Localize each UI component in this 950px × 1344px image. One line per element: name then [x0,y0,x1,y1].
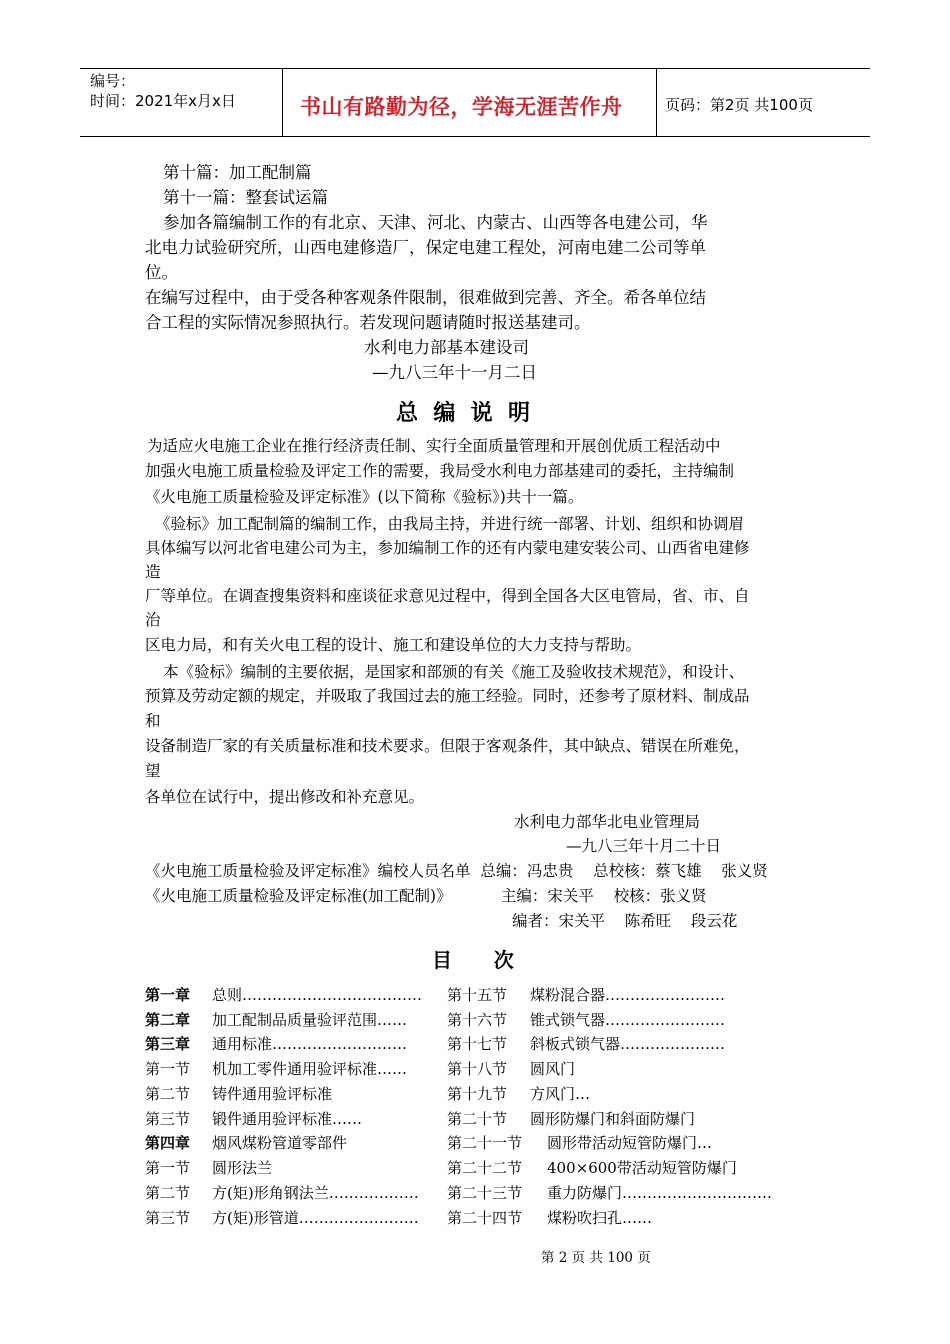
toc-right-text: 斜板式锁气器………………… [530,1035,726,1053]
toc-right-text: 锥式锁气器…………………… [530,1011,726,1029]
preface-line: 第十篇：加工配制篇 [163,163,312,182]
toc-left-text: 通用标准……………………… [212,1035,408,1053]
header-number-label: 编号： [90,72,136,90]
preface-line: 参加各篇编制工作的有北京、天津、河北、内蒙古、山西等各电建公司，华 [163,213,708,232]
general-line: 区电力局，和有关火电工程的设计、施工和建设单位的大力支持与帮助。 [145,636,642,654]
toc-left-text: 烟风煤粉管道零部件 [212,1134,348,1152]
toc-left-text: 圆形法兰 [212,1159,273,1177]
header-motto: 书山有路勤为径，学海无涯苦作舟 [300,95,623,119]
toc-right-number: 第十五节 [447,986,508,1004]
toc-left-number: 第二节 [145,1184,191,1202]
preface-signature: 水利电力部基本建设司 [364,338,529,357]
general-line: 造 [145,563,161,581]
toc-left-text: 总则……………………………… [212,986,423,1004]
toc-right-number: 第二十四节 [447,1209,523,1227]
toc-right-text: 煤粉混合器…………………… [530,986,726,1004]
toc-left-text: 方(矩)形角钢法兰……………… [212,1184,419,1202]
toc-right-number: 第十七节 [447,1035,508,1053]
preface-line: 合工程的实际情况参照执行。若发现问题请随时报送基建司。 [145,313,591,332]
preface-line: 北电力试验研究所，山西电建修造厂，保定电建工程处，河南电建二公司等单 [145,238,706,257]
toc-right-number: 第二十二节 [447,1159,523,1177]
toc-left-number: 第一章 [145,986,191,1004]
toc-left-text: 加工配制品质量验评范围…… [212,1011,408,1029]
general-line: 本《验标》编制的主要依据，是国家和部颁的有关《施工及验收技术规范》，和设计、 [163,663,745,681]
toc-right-text: 400×600带活动短管防爆门 [547,1159,737,1177]
general-line: 具体编写以河北省电建公司为主，参加编制工作的还有内蒙电建安装公司、山西省电建修 [145,539,750,557]
toc-right-number: 第二十一节 [447,1134,523,1152]
toc-right-number: 第十九节 [447,1085,508,1103]
header-page-info: 页码：第2页 共100页 [665,96,813,114]
footer-page-number: 第 2 页 共 100 页 [541,1250,651,1266]
toc-left-text: 方(矩)形管道…………………… [212,1209,419,1227]
general-line: 为适应火电施工企业在推行经济责任制、实行全面质量管理和开展创优质工程活动中 [147,437,721,455]
toc-right-text: 煤粉吹扫孔…… [547,1209,653,1227]
staff-line: 编者：宋关平 陈希旺 段云花 [512,912,738,930]
toc-right-number: 第十六节 [447,1011,508,1029]
toc-right-text: 重力防爆门………………………… [547,1184,773,1202]
toc-left-number: 第一节 [145,1060,191,1078]
staff-line: 《火电施工质量检验及评定标准(加工配制)》 主编：宋关平 校核：张义贤 [145,887,707,905]
toc-left-number: 第三节 [145,1110,191,1128]
general-line: 设备制造厂家的有关质量标准和技术要求。但限于客观条件，其中缺点、错误在所难免， [145,737,750,755]
general-line: 《火电施工质量检验及评定标准》(以下简称《验标》)共十一篇。 [145,488,584,506]
general-line: 各单位在试行中，提出修改和补充意见。 [145,788,425,806]
general-line: 和 [145,712,161,730]
toc-right-number: 第二十三节 [447,1184,523,1202]
toc-left-number: 第二章 [145,1011,191,1029]
general-line: 预算及劳动定额的规定，并吸取了我国过去的施工经验。同时，还参考了原材料、制成品 [145,687,750,705]
preface-line: 位。 [145,263,178,282]
toc-left-text: 机加工零件通用验评标准…… [212,1060,408,1078]
toc-right-number: 第二十节 [447,1110,508,1128]
general-line: 治 [145,611,161,629]
general-line: 望 [145,762,161,780]
toc-left-text: 铸件通用验评标准 [212,1085,333,1103]
toc-right-text: 圆形带活动短管防爆门… [547,1134,713,1152]
general-date: —九八三年十月二十日 [566,837,722,855]
preface-line: 在编写过程中，由于受各种客观条件限制，很难做到完善、齐全。希各单位结 [145,288,706,307]
staff-line: 《火电施工质量检验及评定标准》编校人员名单 总编：冯忠贵 总校核：蔡飞雄 张义贤 [145,862,768,880]
toc-title: 目 次 [432,948,514,972]
header-divider-right [656,68,657,136]
general-line: 《验标》加工配制篇的编制工作，由我局主持，并进行统一部署、计划、组织和协调眉 [155,515,745,533]
toc-right-number: 第十八节 [447,1060,508,1078]
general-signature: 水利电力部华北电业管理局 [514,813,701,831]
toc-left-number: 第四章 [145,1134,191,1152]
toc-right-text: 圆风门 [530,1060,576,1078]
general-line: 厂等单位。在调查搜集资料和座谈征求意见过程中，得到全国各大区电管局，省、市、自 [145,587,750,605]
preface-line: 第十一篇：整套试运篇 [163,188,328,207]
toc-left-text: 锻件通用验评标准…… [212,1110,363,1128]
header-bottom-rule [80,136,870,137]
toc-left-number: 第三章 [145,1035,191,1053]
general-line: 加强火电施工质量检验及评定工作的需要，我局受水利电力部基建司的委托，主持编制 [145,462,735,480]
toc-right-text: 方风门… [530,1085,591,1103]
header-top-rule [80,68,870,69]
toc-left-number: 第三节 [145,1209,191,1227]
toc-left-number: 第二节 [145,1085,191,1103]
general-title: 总 编 说 明 [396,401,530,426]
preface-date: —九八三年十一月二日 [372,363,537,382]
toc-left-number: 第一节 [145,1159,191,1177]
header-divider-left [282,68,283,136]
header-time-label: 时间：2021年x月x日 [90,92,236,110]
toc-right-text: 圆形防爆门和斜面防爆门 [530,1110,696,1128]
